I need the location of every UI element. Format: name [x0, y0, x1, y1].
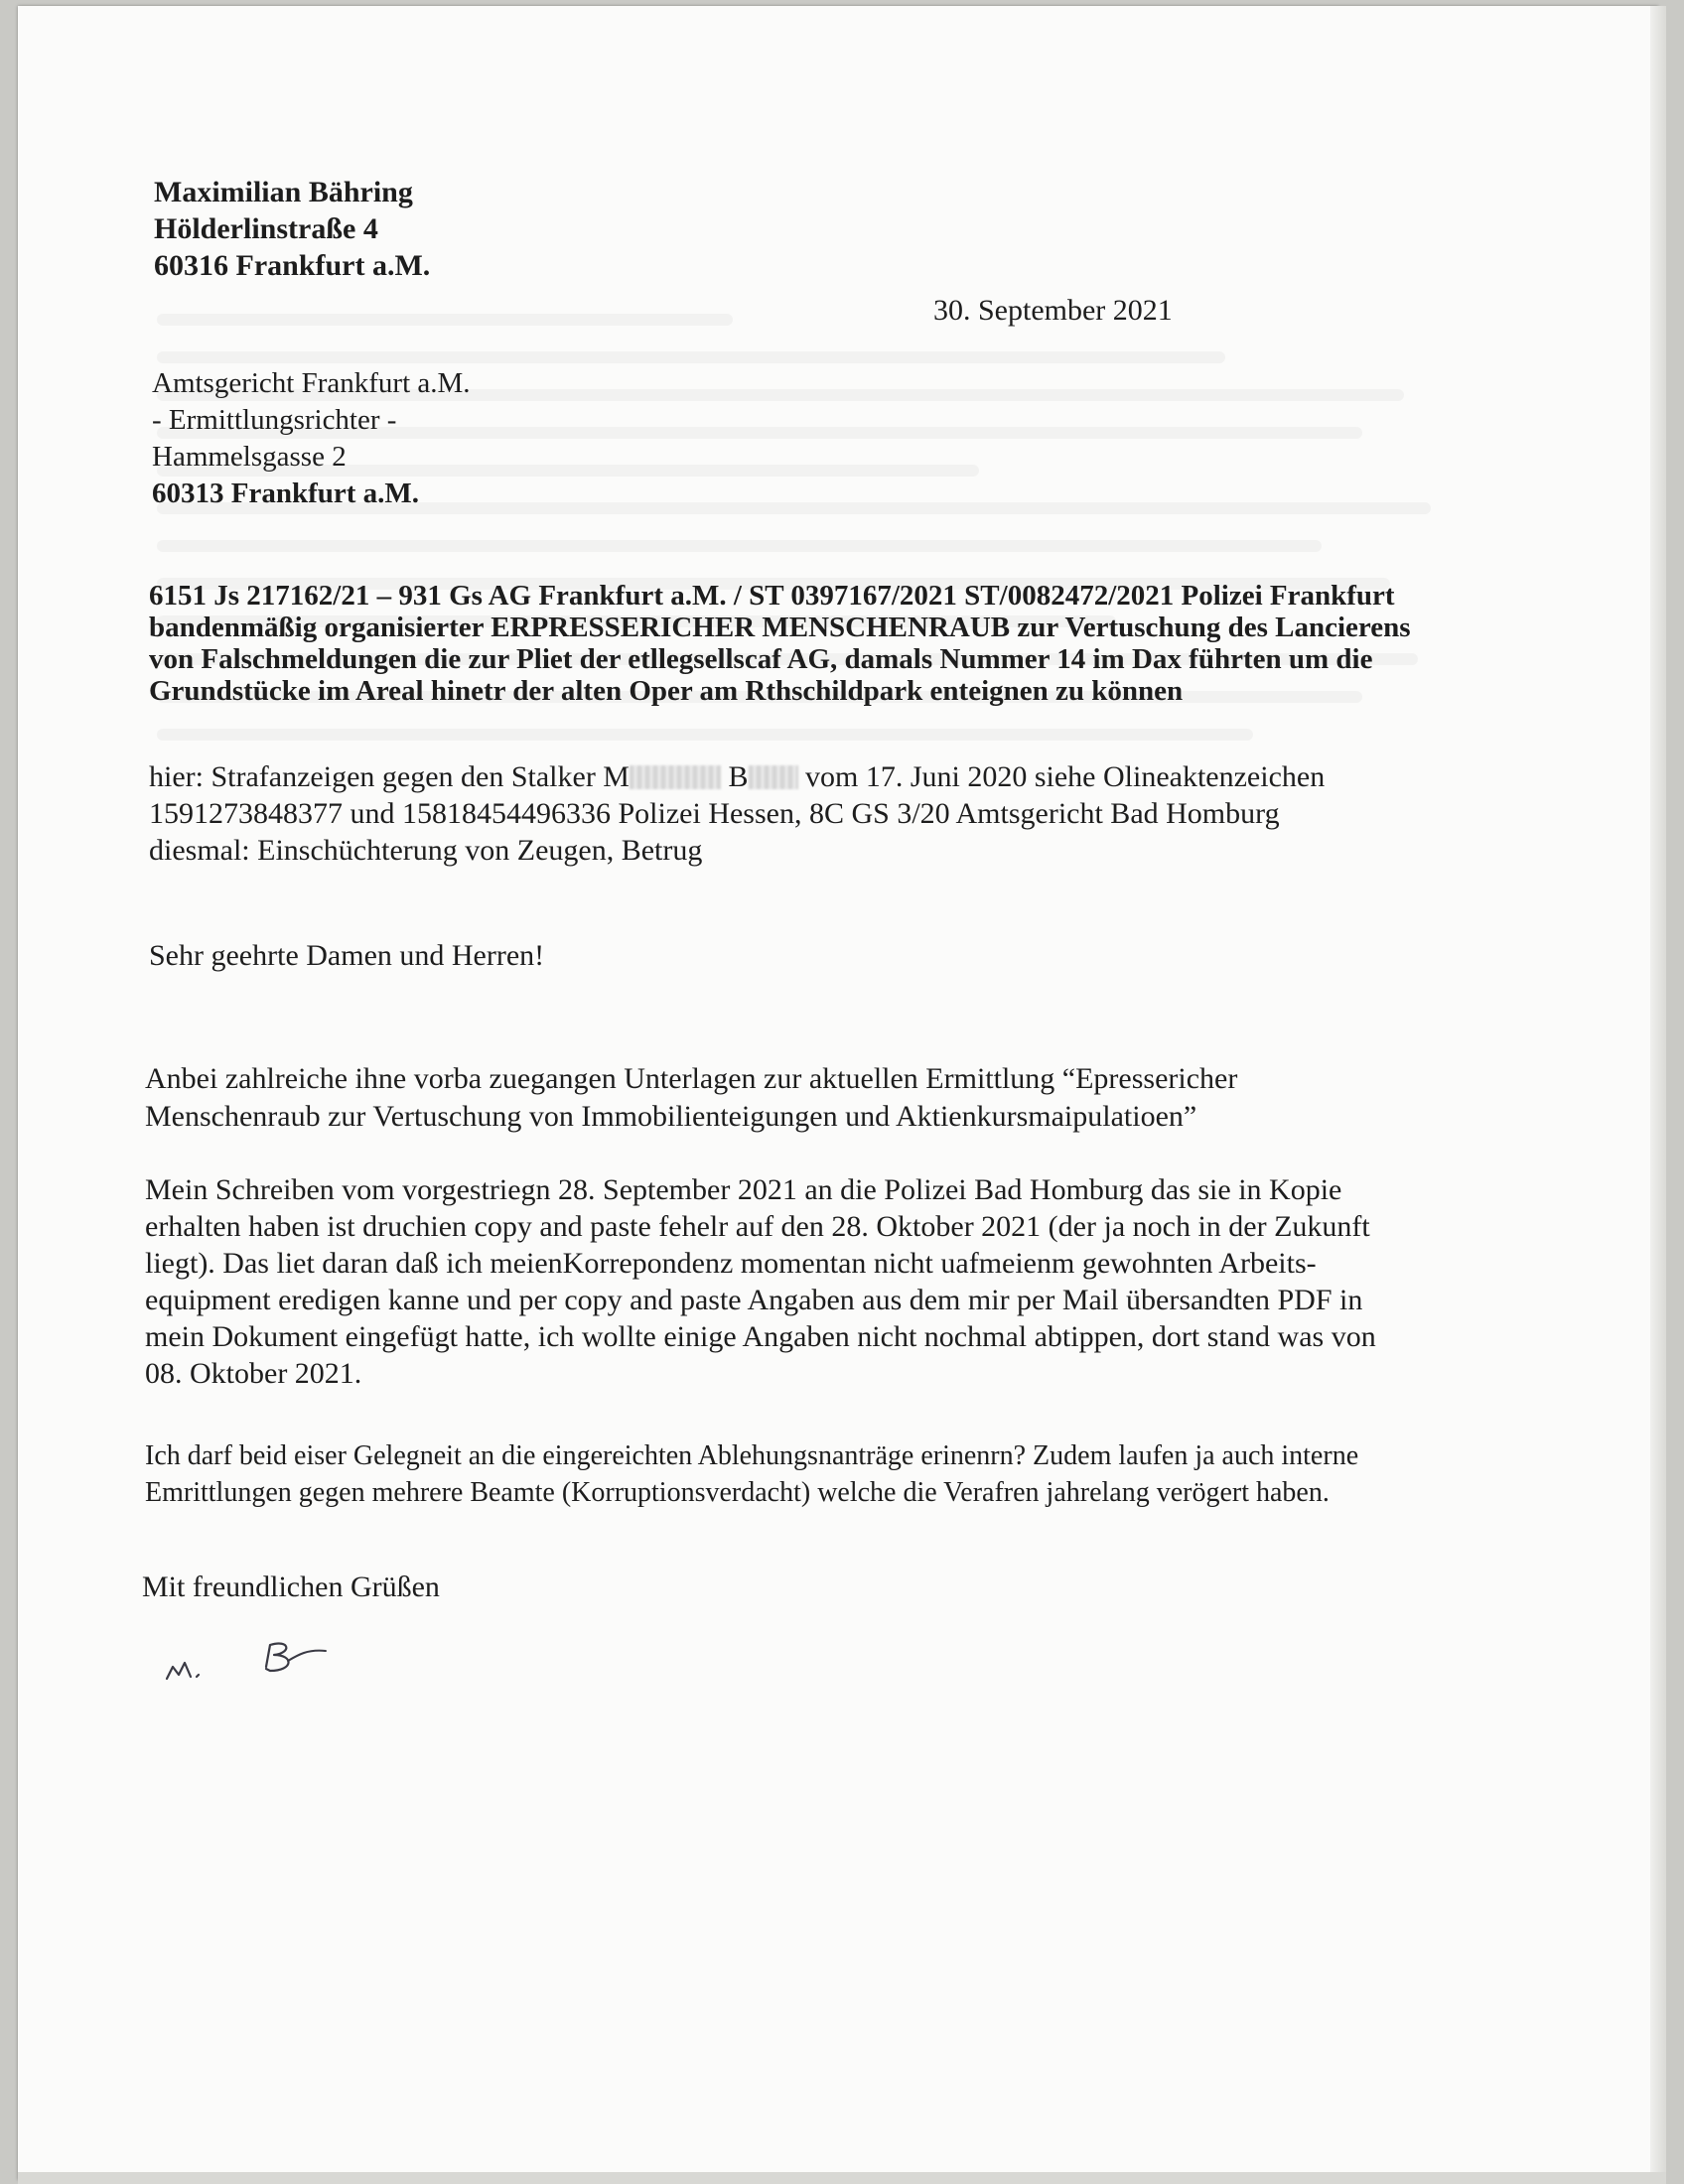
paragraph-2-line-1: Mein Schreiben vom vorgestriegn 28. September 2021 an die Polizei Bad Homburg das sie in Kopie	[145, 1173, 1342, 1206]
paragraph-2-line-4: equipment eredigen kanne und per copy and paste Angaben aus dem mir per Mail übersandten PDF in	[145, 1284, 1363, 1316]
paragraph-1	[145, 1060, 1535, 1136]
paragraph-2-line-2: erhalten haben ist druchien copy and paste fehelr auf den 28. Oktober 2021 (der ja noch in der Zukunft	[145, 1210, 1370, 1243]
stacked-pages-bottom	[18, 2172, 1666, 2184]
salutation: Sehr geehrte Damen und Herren!	[149, 939, 545, 972]
subject-line	[149, 580, 1519, 707]
paragraph-3-line-2: Emrittlungen gegen mehrere Beamte (Korruptionsverdacht) welche die Verafren jahrelang verögert haben.	[145, 1477, 1330, 1508]
paragraph-3-line-1: Ich darf beid eiser Gelegneit an die eingereichten Ablehungsnanträge erinenrn? Zudem laufen ja auch interne	[145, 1440, 1359, 1471]
paragraph-1-line-1: Anbei zahlreiche ihne vorba zuegangen Unterlagen zur aktuellen Ermittlung “Epressericher	[145, 1062, 1238, 1095]
subject-line-1: 6151 Js 217162/21 – 931 Gs AG Frankfurt a.M. / ST 0397167/2021 ST/0082472/2021 Polizei Frankfurt	[149, 580, 1395, 612]
closing: Mit freundlichen Grüßen	[142, 1570, 440, 1603]
paragraph-2-line-6: 08. Oktober 2021.	[145, 1357, 362, 1390]
paragraph-2	[145, 1171, 1535, 1392]
reference-prefix: hier: Strafanzeigen gegen den Stalker M	[149, 760, 630, 793]
subject-line-3: von Falschmeldungen die zur Pliet der etllegsellscaf AG, damals Nummer 14 im Dax führten um die	[149, 643, 1373, 675]
sender-name: Maximilian Bähring	[154, 176, 413, 208]
paragraph-3	[145, 1437, 1535, 1511]
subject-line-4: Grundstücke im Areal hinetr der alten Oper am Rthschildpark enteignen zu können	[149, 675, 1184, 707]
sender-address	[154, 174, 430, 284]
reference-line-1	[149, 758, 1539, 795]
recipient-department: - Ermittlungsrichter -	[152, 404, 397, 436]
paragraph-2-line-5: mein Dokument eingefügt hatte, ich wollte einige Angaben nicht nochmal abtippen, dort stand was von	[145, 1320, 1376, 1353]
letter-date: 30. September 2021	[933, 294, 1173, 327]
sender-street: Hölderlinstraße 4	[154, 212, 378, 245]
recipient-city: 60313 Frankfurt a.M.	[152, 478, 420, 509]
reference-line-2: 1591273848377 und 15818454496336 Polizei Hessen, 8C GS 3/20 Amtsgericht Bad Homburg	[149, 797, 1280, 830]
recipient-address	[152, 365, 471, 512]
paragraph-1-line-2: Menschenraub zur Vertuschung von Immobilienteigungen und Aktienkursmaipulatioen”	[145, 1100, 1197, 1133]
recipient-court: Amtsgericht Frankfurt a.M.	[152, 367, 471, 399]
reference-suffix: vom 17. Juni 2020 siehe Olineaktenzeichen	[805, 760, 1326, 793]
handwritten-signature	[159, 1631, 357, 1691]
sender-city: 60316 Frankfurt a.M.	[154, 249, 431, 282]
reference-line-3: diesmal: Einschüchterung von Zeugen, Betrug	[149, 834, 703, 867]
redacted-name-1	[630, 765, 721, 789]
subject-line-2: bandenmäßig organisierter ERPRESSERICHER MENSCHENRAUB zur Vertuschung des Lancierens	[149, 612, 1411, 643]
reference-block	[149, 758, 1539, 869]
redacted-name-2	[749, 765, 798, 789]
recipient-street: Hammelsgasse 2	[152, 441, 347, 473]
paragraph-2-line-3: liegt). Das liet daran daß ich meienKorrepondenz momentan nicht uafmeienm gewohnten Arbeits-	[145, 1247, 1317, 1280]
reference-initial: B	[728, 760, 749, 793]
stacked-pages-edge	[1650, 6, 1666, 2180]
